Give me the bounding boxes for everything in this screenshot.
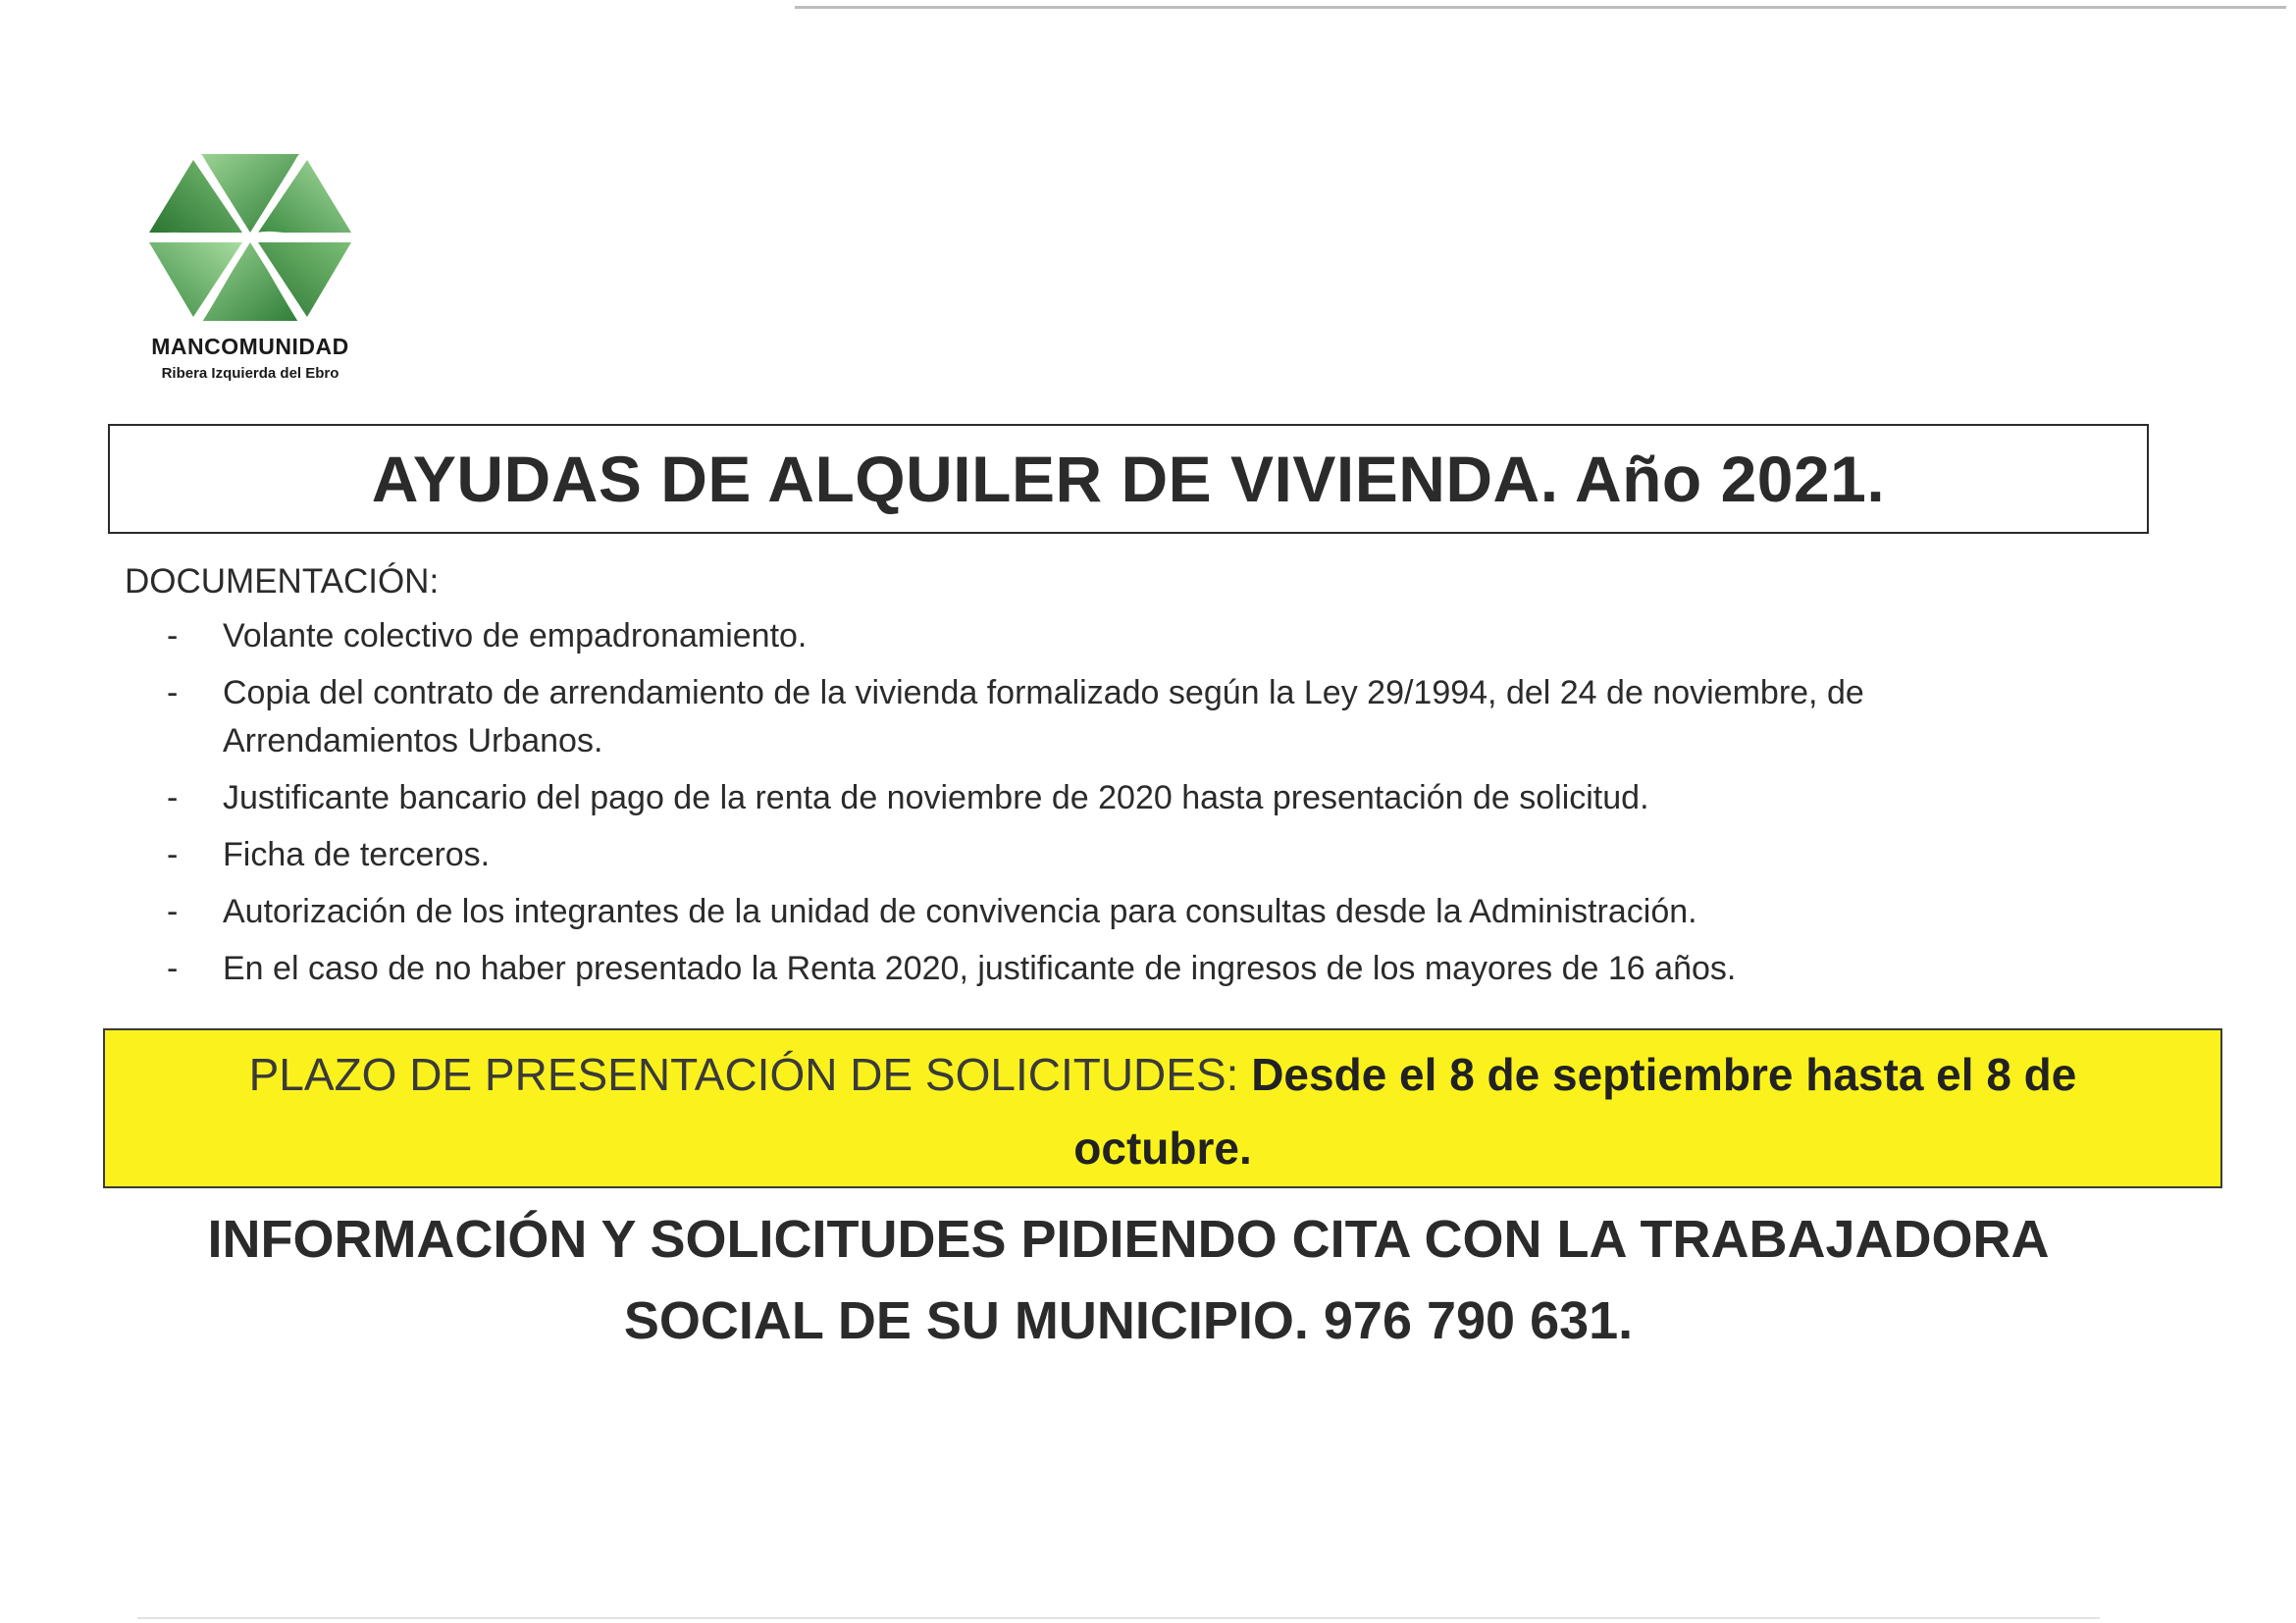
documentation-item-text: Justificante bancario del pago de la renta de noviembre de 2020 hasta presentación de solicitud. [223,779,1649,816]
documentation-item: - Volante colectivo de empadronamiento. [167,617,808,654]
deadline-value: Desde el 8 de septiembre hasta el 8 de octubre. [1073,1049,2077,1174]
logo-subtitle: Ribera Izquierda del Ebro [161,365,339,382]
logo-name: MANCOMUNIDAD [151,334,349,359]
documentation-list [167,612,2031,1002]
documentation-item-text: Volante colectivo de empadronamiento. [223,617,808,654]
scan-edge-bottom [137,1617,2100,1619]
deadline-label: PLAZO DE PRESENTACIÓN DE SOLICITUDES: [248,1049,1239,1100]
documentation-item: - En el caso de no haber presentado la Renta 2020, justificante de ingresos de los mayores de 16 años. [167,950,1737,987]
title-box [108,424,2149,534]
scan-edge-top [795,6,2286,9]
documentation-item-text: En el caso de no haber presentado la Renta 2020, justificante de ingresos de los mayores de 16 años. [223,950,1737,987]
documentation-item: - Copia del contrato de arrendamiento de la vivienda formalizado según la Ley 29/1994, del 24 de noviembre, de Arrendamientos Urbanos. [167,674,1864,759]
documentation-heading: DOCUMENTACIÓN: [125,562,440,601]
documentation-item: - Ficha de terceros. [167,836,491,873]
documentation-item-text: Autorización de los integrantes de la unidad de convivencia para consultas desde la Administración. [223,893,1697,930]
documentation-item-text: Copia del contrato de arrendamiento de la vivienda formalizado según la Ley 29/1994, del 24 de noviembre, de Arrendamientos Urbanos. [223,674,1864,759]
hexagon-triangles-logo-icon [147,152,353,324]
contact-info: INFORMACIÓN Y SOLICITUDES PIDIENDO CITA CON LA TRABAJADORA SOCIAL DE SU MUNICIPIO. 976 790 631. [207,1210,2050,1350]
documentation-item-text: Ficha de terceros. [223,836,491,873]
documentation-item: - Autorización de los integrantes de la unidad de convivencia para consultas desde la Administración. [167,893,1697,930]
mancomunidad-logo [128,152,373,388]
documentation-item: - Justificante bancario del pago de la renta de noviembre de 2020 hasta presentación de solicitud. [167,779,1649,816]
deadline-box [103,1028,2222,1188]
page-title: AYUDAS DE ALQUILER DE VIVIENDA. Año 2021. [371,443,1886,515]
